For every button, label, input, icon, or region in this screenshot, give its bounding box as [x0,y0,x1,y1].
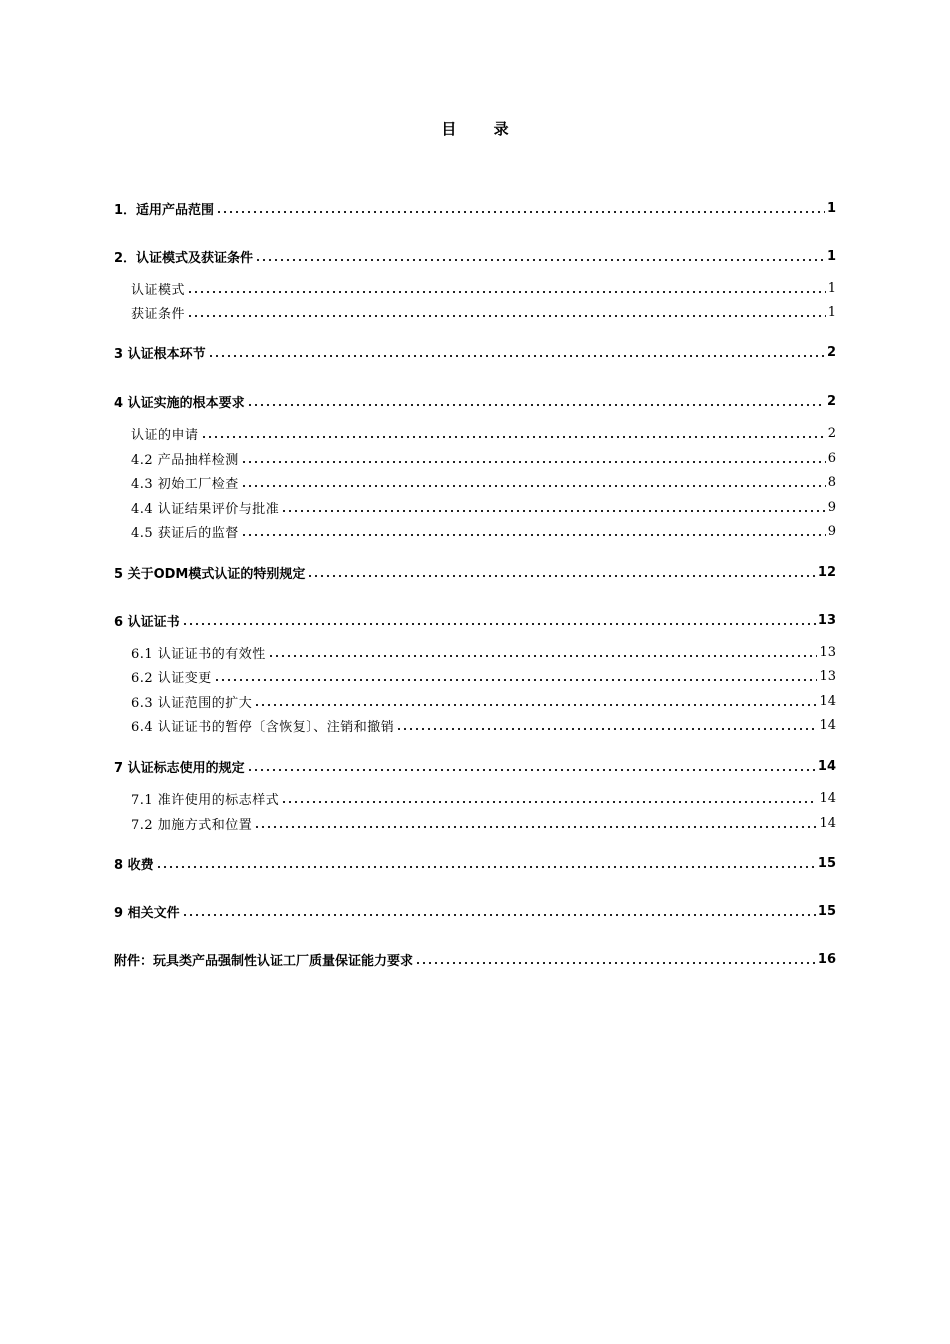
dot-leader [307,575,816,577]
toc-entry-label: 5 关于ODM模式认证的特别规定 [114,563,305,582]
toc-entry-page-number: 2 [827,425,836,441]
dot-leader [216,211,825,213]
dot-leader [187,291,826,293]
dot-leader [255,259,825,261]
toc-entry[interactable] [114,756,836,776]
toc-entry[interactable] [114,788,836,808]
toc-entry-page-number: 6 [827,450,836,466]
dot-leader [281,801,817,803]
toc-entry[interactable] [114,302,836,322]
toc-entry-label: 获证条件 [131,303,185,322]
toc-entry-label: 6.2 认证变更 [131,667,212,686]
toc-entry-label: 认证的申请 [131,424,199,443]
toc-entry-page-number: 2 [826,344,836,360]
toc-entry-page-number: 1 [826,200,836,216]
toc-entry[interactable] [114,391,836,411]
dot-leader [182,914,816,916]
toc-entry[interactable] [114,562,836,582]
toc-entry-label: 6.1 认证证书的有效性 [131,643,266,662]
toc-entry-label: 4.4 认证结果评价与批准 [131,498,279,517]
dot-leader [247,404,825,406]
toc-entry-label: 4.3 初始工厂检查 [131,473,239,492]
toc-entry-page-number: 15 [817,903,836,919]
dot-leader [247,769,816,771]
toc-entry-label: 6 认证证书 [114,611,180,630]
dot-leader [208,355,825,357]
toc-entry-label: 4.2 产品抽样检测 [131,449,239,468]
toc-entry-page-number: 14 [817,758,836,774]
dot-leader [214,679,818,681]
toc-entry-page-number: 15 [817,855,836,871]
dot-leader [156,866,816,868]
toc-entry[interactable] [114,949,836,969]
toc-entry-page-number: 2 [826,393,836,409]
toc-entry-page-number: 13 [819,668,836,684]
toc-entry[interactable] [114,278,836,298]
dot-leader [254,826,817,828]
toc-entry-page-number: 1 [827,280,836,296]
toc-entry-page-number: 13 [817,612,836,628]
dot-leader [241,461,826,463]
toc-entry[interactable] [114,901,836,921]
toc-entry[interactable] [114,610,836,630]
toc-entry[interactable] [114,448,836,468]
toc-entry-label: 4.5 获证后的监督 [131,522,239,541]
dot-leader [241,534,826,536]
toc-entry[interactable] [114,642,836,662]
toc-entry-label: 6.4 认证证书的暂停〔含恢复〕、注销和撤销 [131,716,394,735]
toc-entry[interactable] [114,472,836,492]
toc-entry-page-number: 14 [819,790,836,806]
toc-entry[interactable] [114,342,836,362]
dot-leader [201,436,826,438]
toc-entry-label: 7 认证标志使用的规定 [114,757,245,776]
dot-leader [187,315,826,317]
toc-entry-label: 4 认证实施的根本要求 [114,392,245,411]
toc-entry-page-number: 12 [817,564,836,580]
toc-entry-label: 附件：玩具类产品强制性认证工厂质量保证能力要求 [114,950,413,969]
toc-title: 目 录 [441,120,525,138]
toc-entry-label: 认证模式 [131,279,185,298]
toc-entry-page-number: 16 [817,951,836,967]
toc-entry[interactable] [114,715,836,735]
toc-entry[interactable] [114,246,836,266]
dot-leader [415,962,816,964]
toc-entry[interactable] [114,666,836,686]
dot-leader [281,510,825,512]
toc-entry-label: 8 收费 [114,854,154,873]
toc-entry-label: 9 相关文件 [114,902,180,921]
toc-entry[interactable] [114,423,836,443]
toc-entry[interactable] [114,497,836,517]
toc-entry[interactable] [114,521,836,541]
toc-entry[interactable] [114,198,836,218]
toc-entry-page-number: 9 [827,523,836,539]
dot-leader [396,728,817,730]
toc-entry-page-number: 8 [827,474,836,490]
toc-entry-page-number: 13 [819,644,836,660]
toc-entry-page-number: 14 [819,815,836,831]
dot-leader [268,655,818,657]
dot-leader [254,704,817,706]
toc-entry-page-number: 14 [819,717,836,733]
toc-entry-page-number: 9 [827,499,836,515]
toc-entry-label: 3 认证根本环节 [114,343,206,362]
toc-entry-label: 2．认证模式及获证条件 [114,247,253,266]
toc-entry-label: 6.3 认证范围的扩大 [131,692,252,711]
toc-entry[interactable] [114,813,836,833]
dot-leader [241,485,826,487]
dot-leader [182,623,816,625]
toc-entry-page-number: 14 [819,693,836,709]
toc-entry[interactable] [114,853,836,873]
toc-entry[interactable] [114,691,836,711]
toc-entry-page-number: 1 [826,248,836,264]
toc-entry-label: 7.1 准许使用的标志样式 [131,789,279,808]
toc-entry-label: 1．适用产品范围 [114,199,214,218]
toc-entry-page-number: 1 [827,304,836,320]
toc-entry-label: 7.2 加施方式和位置 [131,814,252,833]
